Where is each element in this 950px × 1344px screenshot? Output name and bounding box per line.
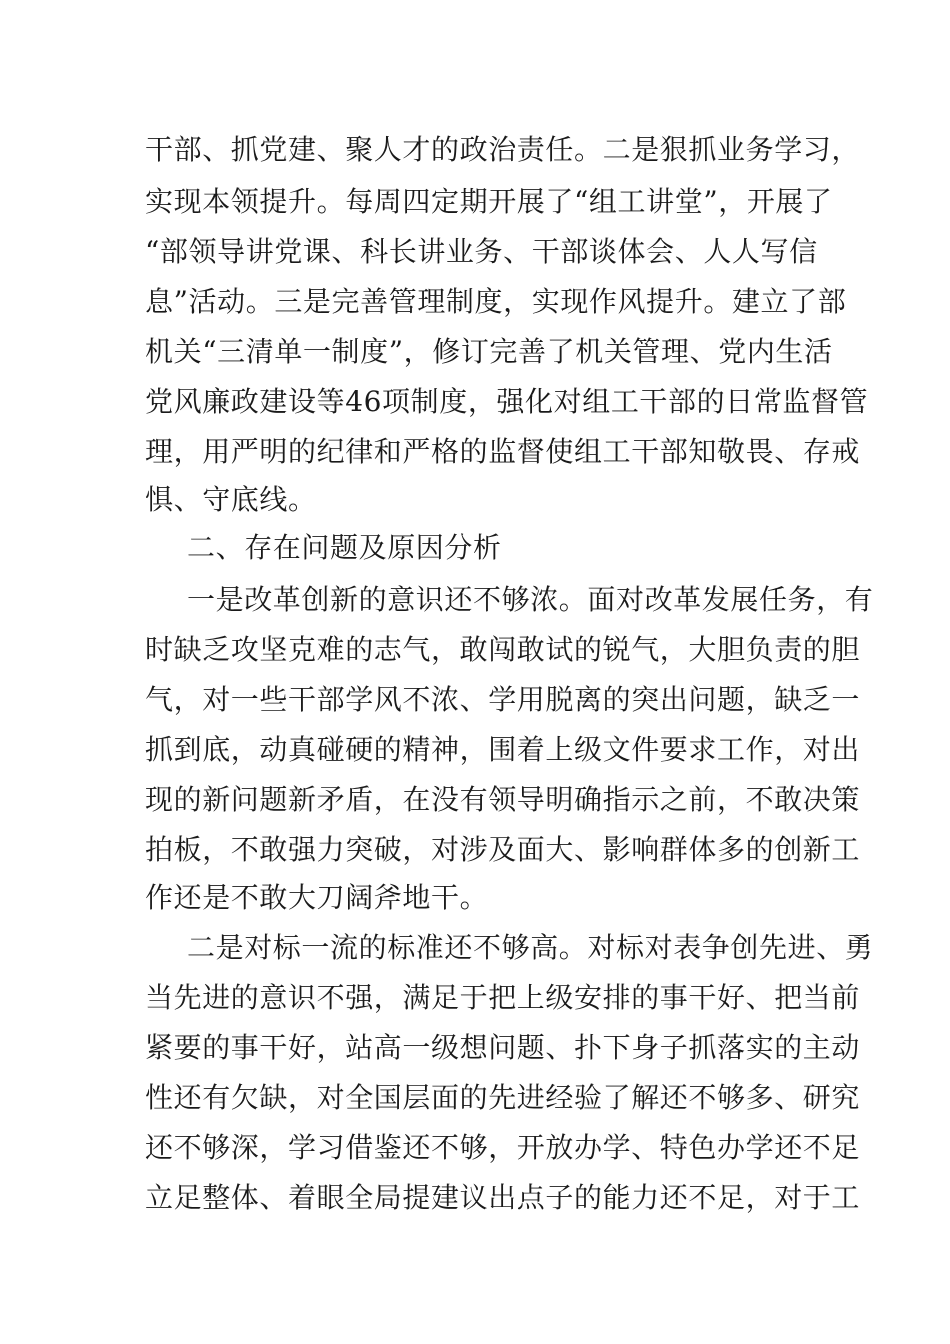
- paragraph-line: 气，对一些干部学风不浓、学用脱离的突出问题，缺乏一: [145, 683, 861, 716]
- paragraph-line: 机关“三清单一制度”，修订完善了机关管理、党内生活: [145, 335, 833, 368]
- paragraph-line: 党风廉政建设等46项制度，强化对组工干部的日常监督管: [145, 385, 869, 418]
- paragraph-line: 还不够深，学习借鉴还不够，开放办学、特色办学还不足: [145, 1131, 861, 1164]
- paragraph-line: 干部、抓党建、聚人才的政治责任。二是狠抓业务学习，: [145, 133, 861, 166]
- paragraph-line: 一是改革创新的意识还不够浓。面对改革发展任务，有: [187, 583, 874, 616]
- paragraph-line: 性还有欠缺，对全国层面的先进经验了解还不够多、研究: [145, 1081, 861, 1114]
- paragraph-line: 惧、守底线。: [145, 483, 317, 516]
- paragraph-line: 拍板，不敢强力突破，对涉及面大、影响群体多的创新工: [145, 833, 861, 866]
- paragraph-line: 现的新问题新矛盾，在没有领导明确指示之前，不敢决策: [145, 783, 861, 816]
- section-heading: 二、存在问题及原因分析: [187, 531, 502, 564]
- paragraph-line: 息”活动。三是完善管理制度，实现作风提升。建立了部: [145, 285, 847, 318]
- paragraph-line: 实现本领提升。每周四定期开展了“组工讲堂”，开展了: [145, 185, 833, 218]
- paragraph-line: 立足整体、着眼全局提建议出点子的能力还不足，对于工: [145, 1181, 861, 1214]
- paragraph-line: 作还是不敢大刀阔斧地干。: [145, 881, 489, 914]
- paragraph-line: “部领导讲党课、科长讲业务、干部谈体会、人人写信: [145, 235, 818, 268]
- paragraph-line: 抓到底，动真碰硬的精神，围着上级文件要求工作，对出: [145, 733, 861, 766]
- paragraph-line: 理，用严明的纪律和严格的监督使组工干部知敬畏、存戒: [145, 435, 861, 468]
- paragraph-line: 二是对标一流的标准还不够高。对标对表争创先进、勇: [187, 931, 874, 964]
- paragraph-line: 紧要的事干好，站高一级想问题、扑下身子抓落实的主动: [145, 1031, 861, 1064]
- paragraph-line: 当先进的意识不强，满足于把上级安排的事干好、把当前: [145, 981, 861, 1014]
- paragraph-line: 时缺乏攻坚克难的志气，敢闯敢试的锐气，大胆负责的胆: [145, 633, 861, 666]
